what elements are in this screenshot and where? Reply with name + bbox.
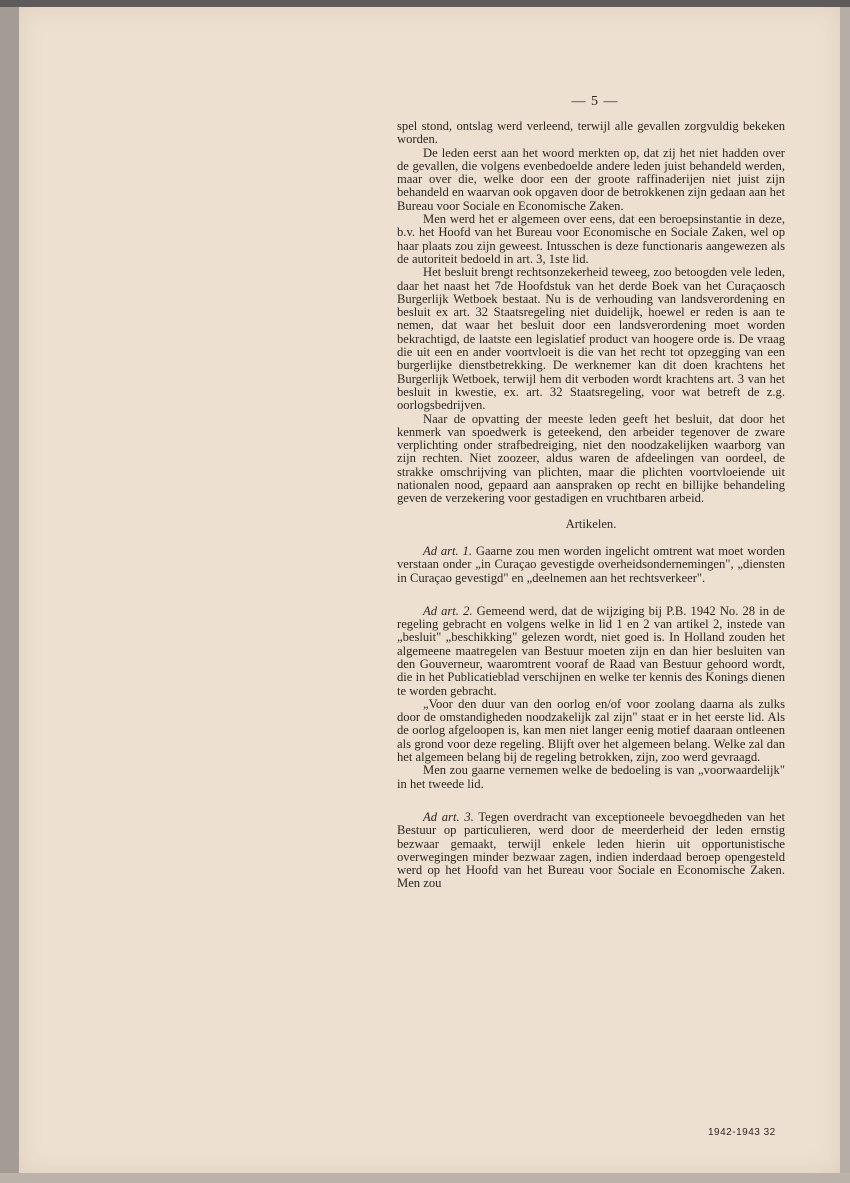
paragraph: De leden eerst aan het woord merkten op, dat zij het niet hadden over de gevallen, die volgens evenbedoelde andere leden juist behandeld werden, maar over die, welke door een der groote raffinaderijen niet juist zijn behandeld en waarvan ook opgaven door de betrokkenen zijn gedaan aan het Bureau voor Sociale en Economische Zaken.: [397, 145, 785, 213]
article-2-text: Gemeend werd, dat de wijziging bij P.B. 1942 No. 28 in de regeling gebracht en volgens welke in lid 1 en 2 van artikel 2, instede van „besluit" „beschikking" gelezen wordt, niet goed is. In Holland zouden het algemeene maatregelen van Bestuur moeten zijn en dan hier besluiten van den Gouverneur, waaromtrent vooraf de Raad van Bestuur gehoord wordt, die in het Publicatieblad verschijnen en welke ter kennis des Konings dienen te worden gebracht.: [397, 603, 786, 698]
paragraph: Het besluit brengt rechtsonzekerheid teweeg, zoo betoogden vele leden, daar het naast het 7de Hoofdstuk van het derde Boek van het Curaçaosch Burgerlijk Wetboek bestaat. Nu is de verhouding van landsverordening en besluit ex art. 32 Staatsregeling niet duidelijk, hoewel er reden is aan te nemen, dat waar het besluit door een landsverordening moet worden bekrachtigd, de laatste een legislatief product van hoogere orde is. De vraag die uit een en ander voortvloeit is die van het recht tot opzegging van een burgerlijke dienstbetrekking. De werknemer kan dit doen krachtens het Burgerlijk Wetboek, terwijl hem dit verboden wordt krachtens art. 3 van het besluit in kwestie, ex. art. 32 Staatsregeling, voor wat betreft de z.g. oorlogsbedrijven.: [397, 265, 785, 413]
page-number: — 5 —: [571, 94, 619, 109]
body-text-column: [397, 120, 785, 891]
footer-document-code: 1942-1943 32: [708, 1127, 776, 1138]
article-3-text: Tegen overdracht van exceptioneele bevoegdheden van het Bestuur op particulieren, werd door de meerderheid der leden ernstig bezwaar gemaakt, terwijl enkele leden hierin uit opportunistische overwegingen minder bezwaar zagen, indien inderdaad beroep opengesteld werd op het Hoofd van het Bureau voor Sociale en Economische Zaken. Men zou: [397, 809, 786, 891]
paragraph: Men zou gaarne vernemen welke de bedoeling is van „voorwaardelijk" in het tweede lid.: [397, 763, 785, 791]
article-1-label: Ad art. 1.: [423, 543, 472, 558]
paragraph-continuation: spel stond, ontslag werd verleend, terwijl alle gevallen zorgvuldig bekeken worden.: [397, 119, 785, 147]
bottom-margin-edge: [0, 1173, 850, 1183]
article-2-label: Ad art. 2.: [423, 603, 473, 618]
paragraph: „Voor den duur van den oorlog en/of voor zoolang daarna als zulks door de omstandigheden noodzakelijk zal zijn" staat er in het eerste lid. Als de oorlog afgeloopen is, kan men niet langer eenig motief daaraan ontleenen als grond voor deze regeling. Blijft over het algemeen belang. Welke zal dan het algemeen belang bij de regeling betrokken, zijn, zoo werd gevraagd.: [397, 696, 785, 765]
spacer: [397, 585, 785, 605]
paragraph: Men werd het er algemeen over eens, dat een beroepsinstantie in deze, b.v. het Hoofd van het Bureau voor Economische en Sociale Zaken, wel op haar plaats zou zijn geweest. Intusschen is deze functionaris aangewezen als de autoriteit bedoeld in art. 3, 1ste lid.: [397, 212, 785, 266]
article-2-paragraph: [397, 605, 785, 698]
paragraph: Naar de opvatting der meeste leden geeft het besluit, dat door het kenmerk van spoedwerk is geteekend, den arbeider tegenover de zware verplichting onder strafbedreiging, niet den noodzakelijken waarborg van zijn rechten. Niet zoozeer, aldus waren de afdeelingen van oordeel, de strakke omschrijving van plichten, maar die plichten voortvloeiende uit nationalen nood, gepaard aan aanspraken op recht en billijke behandeling geven de verzekering voor gestadigen en vruchtbaren arbeid.: [397, 411, 785, 506]
article-3-label: Ad art. 3.: [423, 809, 474, 824]
article-1-text: Gaarne zou men worden ingelicht omtrent wat moet worden verstaan onder „in Curaçao gevestigde overheidsondernemingen", „diensten in Curaçao gevestigd" en „deelnemen aan het rechtsverkeer".: [397, 543, 785, 585]
right-margin-edge: [840, 7, 850, 1183]
top-border: [0, 0, 850, 7]
section-heading: Artikelen.: [565, 516, 617, 531]
article-3-paragraph: [397, 811, 785, 891]
left-margin-edge: [0, 7, 19, 1183]
spacer: [397, 791, 785, 811]
article-1-paragraph: [397, 545, 785, 585]
